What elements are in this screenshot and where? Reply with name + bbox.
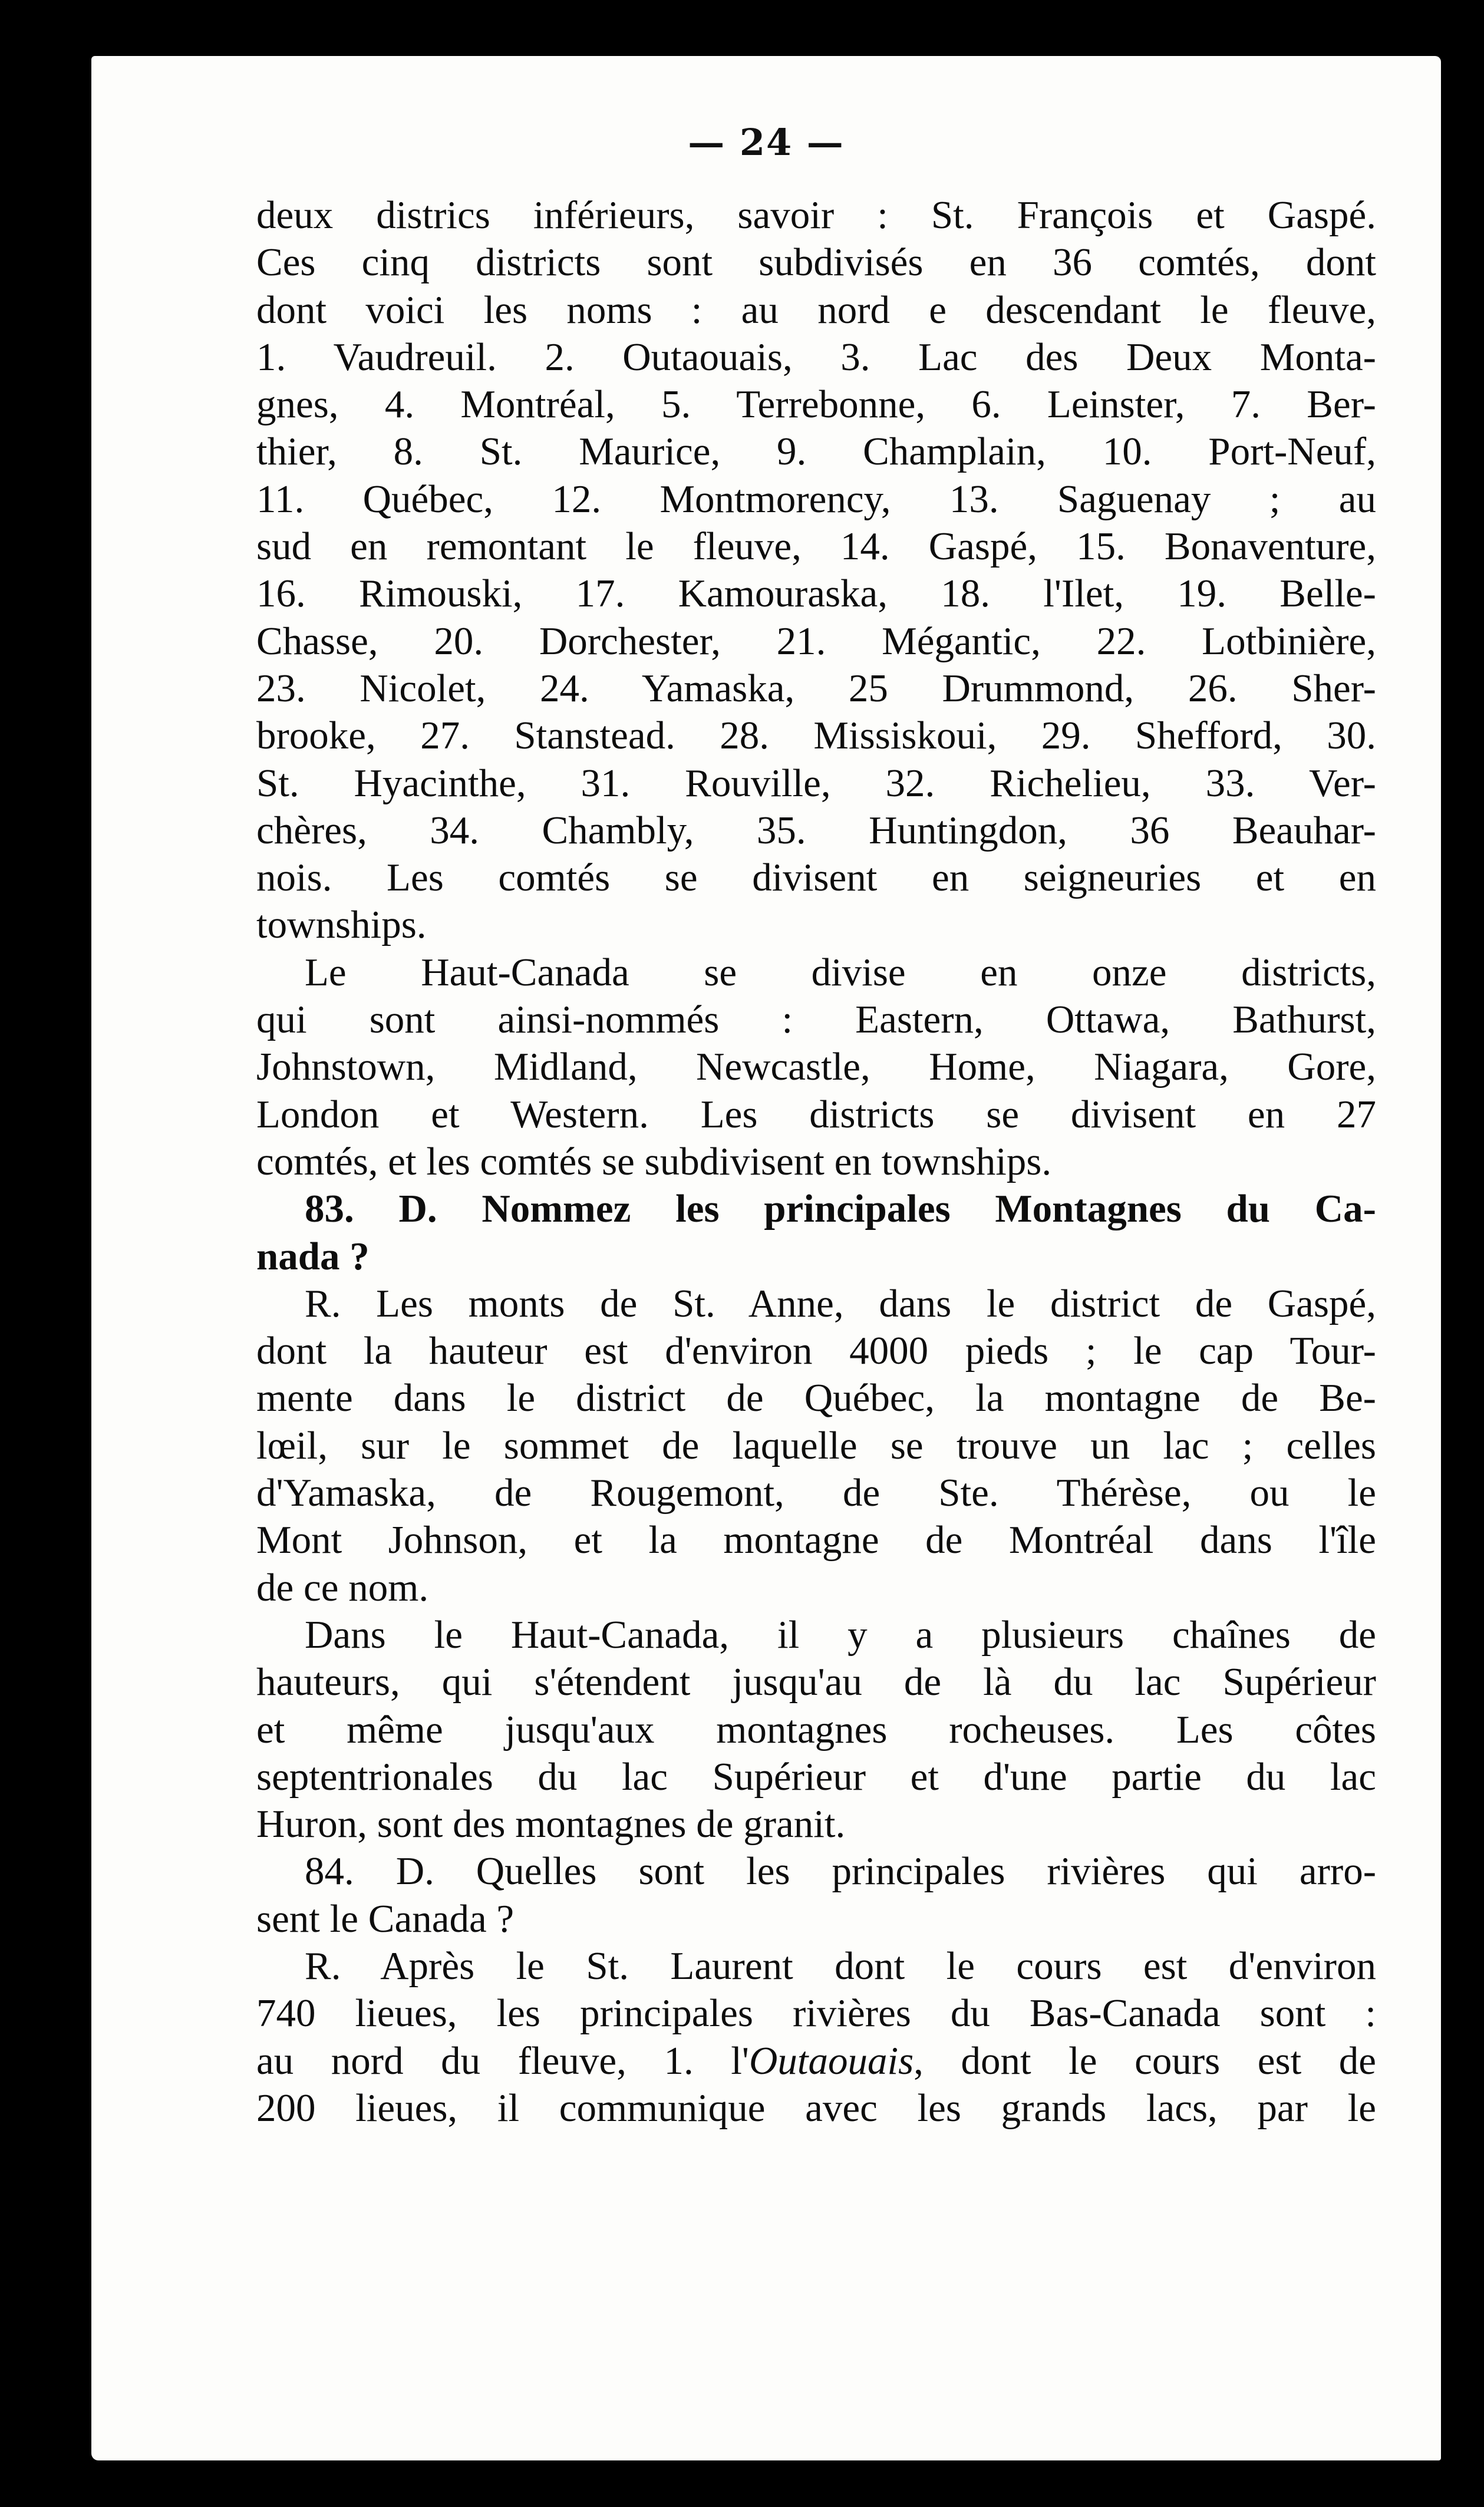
text-line: hauteurs, qui s'étendent jusqu'au de là du lac Supérieur: [256, 1660, 1376, 1704]
text-line: sent le Canada ?: [256, 1896, 515, 1941]
text-line: 11. Québec, 12. Montmorency, 13. Saguenay ; au: [256, 477, 1376, 521]
question-84: 84. D. Quelles sont les principales rivières qui arro-: [305, 1849, 1376, 1894]
italic-river-name: Outaouais: [748, 2038, 914, 2083]
text-line: deux districs inférieurs, savoir : St. François et Gaspé.: [256, 193, 1376, 237]
text-line: septentrionales du lac Supérieur et d'une partie du lac: [256, 1754, 1376, 1799]
text-line: 740 lieues, les principales rivières du Bas-Canada sont :: [256, 1991, 1376, 2036]
paragraph-start: Dans le Haut-Canada, il y a plusieurs chaînes de: [305, 1612, 1376, 1657]
text-line: comtés, et les comtés se subdivisent en townships.: [256, 1139, 1052, 1183]
answer-83: R. Les monts de St. Anne, dans le district de Gaspé,: [305, 1281, 1376, 1325]
book-page: [91, 56, 1441, 2460]
text-line: Ces cinq districts sont subdivisés en 36 comtés, dont: [256, 240, 1376, 285]
question-83: 83. D. Nommez les principales Montagnes du Ca-: [305, 1187, 1376, 1231]
answer-84: R. Après le St. Laurent dont le cours est d'environ: [305, 1944, 1376, 1988]
text-line: Mont Johnson, et la montagne de Montréal dans l'île: [256, 1518, 1376, 1562]
text-line-mixed: [256, 2037, 1376, 2084]
text-line: qui sont ainsi-nommés : Eastern, Ottawa, Bathurst,: [256, 998, 1376, 1042]
text-segment: au nord du fleuve, 1. l': [256, 2038, 749, 2083]
text-segment: , dont le cours est de: [914, 2038, 1376, 2083]
text-line: mente dans le district de Québec, la montagne de Be-: [256, 1376, 1376, 1420]
text-line: nois. Les comtés se divisent en seigneuries et en: [256, 856, 1376, 900]
text-line: gnes, 4. Montréal, 5. Terrebonne, 6. Leinster, 7. Ber-: [256, 382, 1376, 427]
text-line: Chasse, 20. Dorchester, 21. Mégantic, 22. Lotbinière,: [256, 619, 1376, 663]
text-line: 23. Nicolet, 24. Yamaska, 25 Drummond, 26. Sher-: [256, 666, 1376, 710]
text-line: townships.: [256, 903, 427, 947]
text-line: thier, 8. St. Maurice, 9. Champlain, 10. Port-Neuf,: [256, 430, 1376, 474]
page-number: — 24 —: [688, 121, 845, 164]
text-line: 16. Rimouski, 17. Kamouraska, 18. l'Ilet, 19. Belle-: [256, 572, 1376, 616]
text-line: St. Hyacinthe, 31. Rouville, 32. Richelieu, 33. Ver-: [256, 761, 1376, 805]
text-line: d'Yamaska, de Rougemont, de Ste. Thérèse, ou le: [256, 1471, 1376, 1515]
text-line: dont voici les noms : au nord e descendant le fleuve,: [256, 288, 1376, 332]
text-line: sud en remontant le fleuve, 14. Gaspé, 15. Bonaventure,: [256, 525, 1376, 569]
text-line: et même jusqu'aux montagnes rocheuses. Les côtes: [256, 1707, 1376, 1751]
text-line: Johnstown, Midland, Newcastle, Home, Niagara, Gore,: [256, 1045, 1376, 1089]
text-line: lœil, sur le sommet de laquelle se trouve un lac ; celles: [256, 1423, 1376, 1467]
text-line: nada ?: [256, 1234, 370, 1278]
text-line: de ce nom.: [256, 1565, 429, 1609]
text-line: 200 lieues, il communique avec les grands lacs, par le: [256, 2086, 1376, 2130]
text-line: 1. Vaudreuil. 2. Outaouais, 3. Lac des Deux Monta-: [256, 335, 1376, 379]
paragraph-start: Le Haut-Canada se divise en onze districts,: [305, 950, 1376, 994]
text-line: chères, 34. Chambly, 35. Huntingdon, 36 Beauhar-: [256, 808, 1376, 852]
text-line: dont la hauteur est d'environ 4000 pieds ; le cap Tour-: [256, 1329, 1376, 1373]
text-line: brooke, 27. Stanstead. 28. Missiskoui, 29. Shefford, 30.: [256, 714, 1376, 758]
text-line: Huron, sont des montagnes de granit.: [256, 1802, 846, 1846]
text-line: London et Western. Les districts se divisent en 27: [256, 1092, 1376, 1136]
body-text: [256, 192, 1376, 2132]
